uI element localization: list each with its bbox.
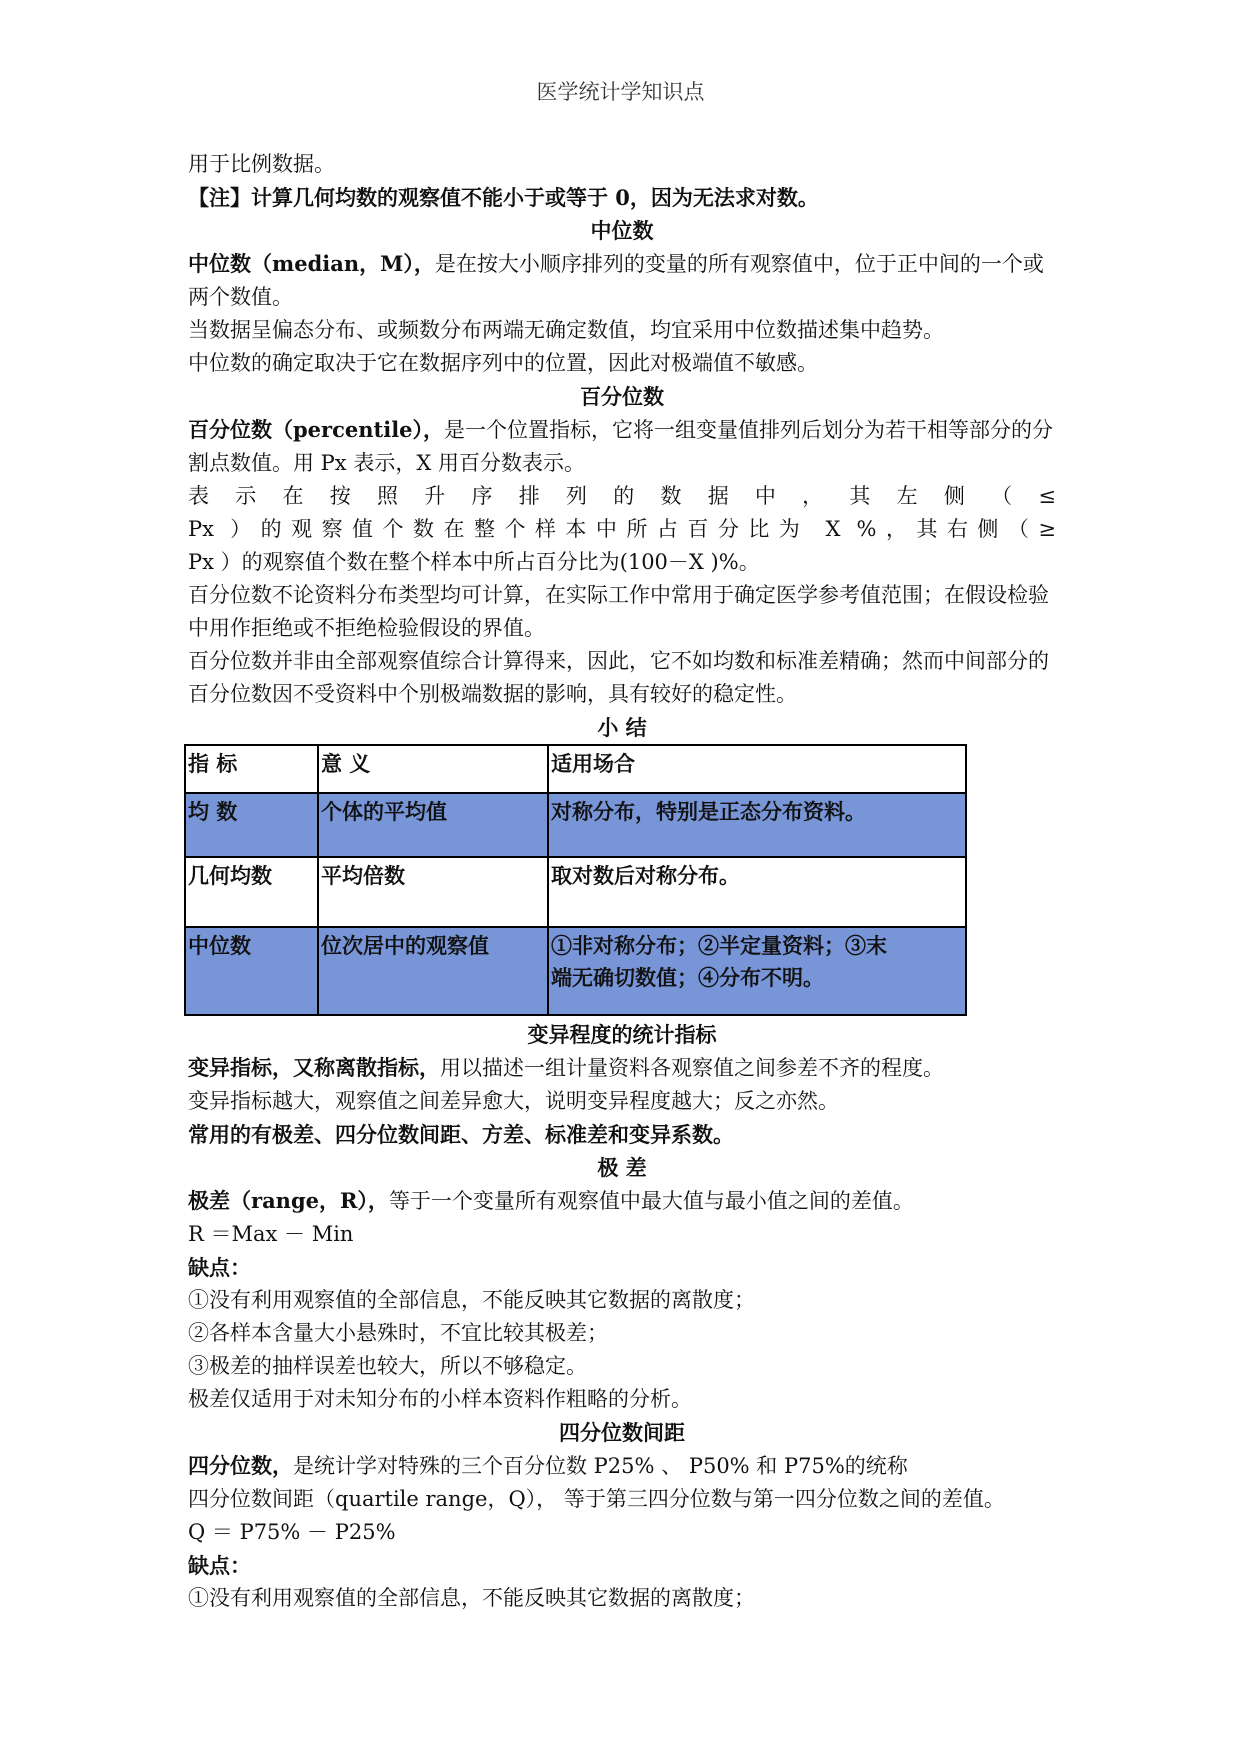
table-cell: 位次居中的观察值 xyxy=(318,927,548,1015)
table-row xyxy=(185,793,966,857)
median-note: 中位数的确定取决于它在数据序列中的位置，因此对极端值不敏感。 xyxy=(188,351,818,375)
median-definition xyxy=(188,247,1056,314)
percentile-definition-text: 是一个位置指标，它将一组变量值排列后划分为若干相等部分的分割点数值。用 Px 表示，X 用百分数表示。 xyxy=(188,418,1054,475)
range-cons-label: 缺点： xyxy=(188,1255,251,1280)
table-header-cell: 意 义 xyxy=(318,745,548,793)
document-body xyxy=(188,148,1056,1615)
heading-summary: 小 结 xyxy=(597,715,647,740)
median-definition-text: 是在按大小顺序排列的变量的所有观察值中，位于正中间的一个或两个数值。 xyxy=(188,252,1044,309)
table-row xyxy=(185,857,966,927)
range-con-2: ②各样本含量大小悬殊时，不宜比较其极差； xyxy=(188,1321,608,1345)
variation-term: 变异指标，又称离散指标， xyxy=(188,1055,440,1080)
median-usage: 当数据呈偏态分布、或频数分布两端无确定数值，均宜采用中位数描述集中趋势。 xyxy=(188,318,944,342)
table-cell: ①非对称分布；②半定量资料；③末端无确切数值；④分布不明。 xyxy=(548,927,966,1015)
table-cell: 平均倍数 xyxy=(318,857,548,927)
quartile-definition xyxy=(188,1449,1056,1483)
table-header-cell: 适用场合 xyxy=(548,745,966,793)
paragraph: 用于比例数据。 xyxy=(188,152,335,176)
median-term: 中位数（median，M）， xyxy=(188,251,435,276)
heading-percentile: 百分位数 xyxy=(580,384,664,409)
percentile-usage: 百分位数不论资料分布类型均可计算，在实际工作中常用于确定医学参考值范围；在假设检验中用作拒绝或不拒绝检验假设的界值。 xyxy=(188,583,1049,640)
range-definition xyxy=(188,1184,1056,1218)
range-term: 极差（range，R）， xyxy=(188,1188,389,1213)
percentile-line-1: 表 示 在 按 照 升 序 排 列 的 数 据 中 ， 其 左 侧 （ ≤ xyxy=(188,484,1056,508)
heading-median: 中位数 xyxy=(590,218,654,243)
table-cell: 均 数 xyxy=(185,793,318,857)
summary-table xyxy=(184,744,967,1016)
table-cell: 中位数 xyxy=(185,927,318,1015)
range-definition-text: 等于一个变量所有观察值中最大值与最小值之间的差值。 xyxy=(388,1189,914,1213)
table-cell: 个体的平均值 xyxy=(318,793,548,857)
page-header-title: 医学统计学知识点 xyxy=(536,80,705,104)
percentile-term: 百分位数（percentile）， xyxy=(188,417,445,442)
table-row xyxy=(185,927,966,1015)
heading-variation: 变异程度的统计指标 xyxy=(527,1022,717,1047)
quartile-definition-text: 是统计学对特殊的三个百分位数 P25% 、 P50% 和 P75%的统称 xyxy=(293,1454,908,1478)
note-geometric-mean: 【注】计算几何均数的观察值不能小于或等于 0，因为无法求对数。 xyxy=(188,185,819,210)
table-cell: 对称分布，特别是正态分布资料。 xyxy=(548,793,966,857)
table-cell: 几何均数 xyxy=(185,857,318,927)
iqr-con-1: ①没有利用观察值的全部信息，不能反映其它数据的离散度； xyxy=(188,1586,755,1610)
table-cell: 取对数后对称分布。 xyxy=(548,857,966,927)
variation-definition xyxy=(188,1051,1056,1085)
percentile-line-2: Px ）的观察值个数在整个样本中所占百分比为 X %，其右侧（≥ xyxy=(188,517,1056,541)
percentile-definition xyxy=(188,413,1056,480)
percentile-note: 百分位数并非由全部观察值综合计算得来，因此，它不如均数和标准差精确；然而中间部分的百分位数因不受资料中个别极端数据的影响，具有较好的稳定性。 xyxy=(188,649,1049,706)
iqr-definition: 四分位数间距（quartile range，Q）， 等于第三四分位数与第一四分位数之间的差值。 xyxy=(188,1487,1005,1511)
variation-definition-text: 用以描述一组计量资料各观察值之间参差不齐的程度。 xyxy=(440,1056,944,1080)
range-con-3: ③极差的抽样误差也较大，所以不够稳定。 xyxy=(188,1354,587,1378)
iqr-cons-label: 缺点： xyxy=(188,1553,251,1578)
percentile-line-3: Px ）的观察值个数在整个样本中所占百分比为(100－X )%。 xyxy=(188,550,760,574)
iqr-formula: Q ＝ P75% － P25% xyxy=(188,1520,396,1544)
table-header-cell: 指 标 xyxy=(185,745,318,793)
range-usage: 极差仅适用于对未知分布的小样本资料作粗略的分析。 xyxy=(188,1387,692,1411)
variation-common: 常用的有极差、四分位数间距、方差、标准差和变异系数。 xyxy=(188,1122,734,1147)
range-formula: R ＝Max － Min xyxy=(188,1222,354,1246)
range-con-1: ①没有利用观察值的全部信息，不能反映其它数据的离散度； xyxy=(188,1288,755,1312)
heading-range: 极 差 xyxy=(597,1155,647,1180)
heading-iqr: 四分位数间距 xyxy=(559,1420,685,1445)
table-header-row xyxy=(185,745,966,793)
variation-note: 变异指标越大，观察值之间差异愈大，说明变异程度越大；反之亦然。 xyxy=(188,1089,839,1113)
quartile-term: 四分位数， xyxy=(188,1453,293,1478)
